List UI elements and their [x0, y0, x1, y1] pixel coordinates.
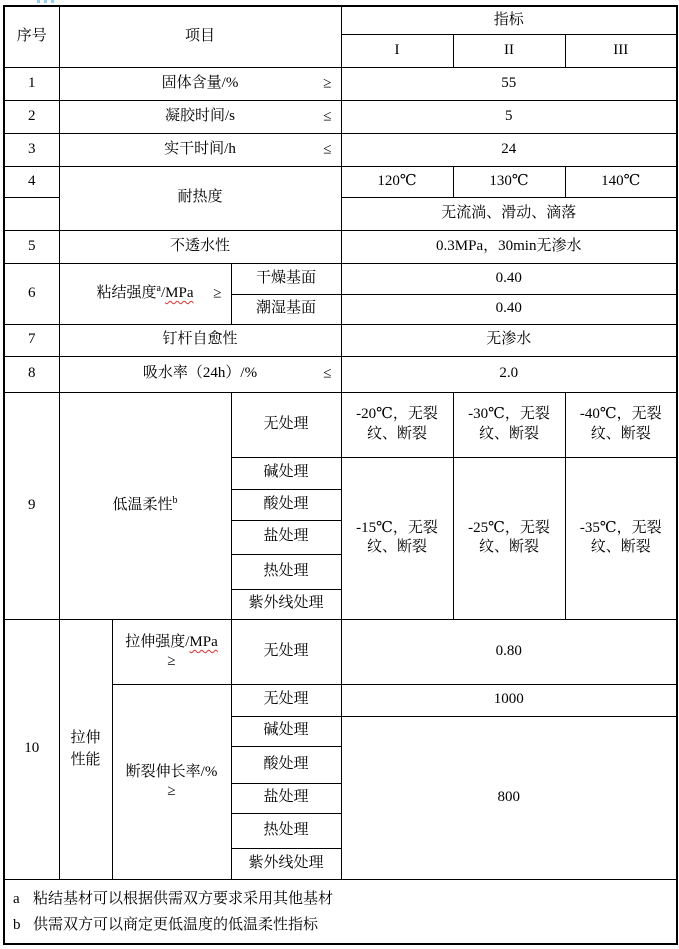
elongation-treatment-none: 无处理 — [231, 684, 341, 716]
row-9-untreated-1: -20℃，无裂纹、断裂 — [341, 392, 453, 457]
treatment-uv: 紫外线处理 — [231, 589, 341, 619]
tensile-value: 0.80 — [341, 619, 677, 684]
treatment-salt: 盐处理 — [231, 783, 341, 813]
note-b-marker: b — [13, 916, 21, 933]
spellcheck-wavy-unit: MPa — [189, 633, 218, 650]
row-3-value: 24 — [341, 133, 677, 166]
row-5-serial: 5 — [4, 230, 59, 263]
row-10-elongation-item — [112, 684, 231, 879]
row-gel-time — [4, 100, 677, 133]
row-1-item-label: 固体含量/% — [161, 74, 239, 91]
row-10-group-label: 拉伸性能 — [70, 729, 101, 768]
row-9-untreated-2: -30℃，无裂纹、断裂 — [453, 392, 565, 457]
treatment-alkali: 碱处理 — [231, 457, 341, 489]
row-8-item — [59, 356, 341, 392]
row-low-temp-untreated — [4, 392, 677, 457]
row-1-value: 55 — [341, 67, 677, 100]
note-a — [13, 886, 668, 912]
row-water-absorption — [4, 356, 677, 392]
row-nail-self-healing — [4, 324, 677, 356]
spec-sheet — [3, 5, 678, 945]
row-1-item — [59, 67, 341, 100]
row-6-value-dry: 0.40 — [341, 263, 677, 294]
grade-2-cell: II — [453, 34, 565, 67]
row-2-serial: 2 — [4, 100, 59, 133]
row-9-serial: 9 — [4, 392, 59, 619]
tensile-item-label: 拉伸强度 — [125, 633, 186, 650]
row-10-tensile-item — [112, 619, 231, 684]
row-4-temp-1: 120℃ — [341, 166, 453, 197]
footnote-b-marker: b — [172, 494, 178, 506]
row-4-serial-empty — [4, 197, 59, 230]
row-10-serial: 10 — [4, 619, 59, 879]
row-2-item-label: 凝胶时间/s — [164, 107, 235, 124]
grade-1-cell: I — [341, 34, 453, 67]
treatment-none: 无处理 — [231, 392, 341, 457]
ge-symbol: ≥ — [323, 74, 332, 91]
row-5-value: 0.3MPa，30min无渗水 — [341, 230, 677, 263]
treatment-heat: 热处理 — [231, 554, 341, 589]
row-solid-content — [4, 67, 677, 100]
row-4-temp-2: 130℃ — [453, 166, 565, 197]
row-6-item — [59, 263, 231, 324]
elongation-treated-value: 800 — [341, 716, 677, 879]
header-item-cell: 项目 — [59, 6, 341, 67]
row-9-item — [59, 392, 231, 619]
tensile-treatment-none: 无处理 — [231, 619, 341, 684]
le-symbol: ≤ — [323, 140, 332, 157]
row-9-treated-3: -35℃，无裂纹、断裂 — [565, 457, 677, 619]
spec-table — [3, 5, 678, 945]
row-8-item-label: 吸水率（24h）/% — [142, 365, 258, 382]
row-4-item: 耐热度 — [59, 166, 341, 230]
row-4-serial: 4 — [4, 166, 59, 197]
grade-3-cell: III — [565, 34, 677, 67]
row-5-item: 不透水性 — [59, 230, 341, 263]
row-tensile-strength — [4, 619, 677, 684]
treatment-heat: 热处理 — [231, 813, 341, 848]
note-b-text: 供需双方可以商定更低温度的低温柔性指标 — [33, 916, 319, 933]
row-6-value-wet: 0.40 — [341, 294, 677, 324]
notes-row — [4, 879, 677, 944]
row-dry-time — [4, 133, 677, 166]
note-a-marker: a — [13, 890, 20, 907]
header-row-1 — [4, 6, 677, 34]
row-2-value: 5 — [341, 100, 677, 133]
footnote-a-marker: a — [156, 282, 161, 294]
row-7-item: 钉杆自愈性 — [59, 324, 341, 356]
notes-cell — [4, 879, 677, 944]
header-indicator-cell: 指标 — [341, 6, 677, 34]
elongation-item-label: 断裂伸长率/% — [125, 763, 218, 780]
row-6-serial: 6 — [4, 263, 59, 324]
row-3-item-label: 实干时间/h — [164, 140, 236, 157]
row-3-serial: 3 — [4, 133, 59, 166]
row-8-serial: 8 — [4, 356, 59, 392]
row-3-item — [59, 133, 341, 166]
row-8-value: 2.0 — [341, 356, 677, 392]
row-10-group — [59, 619, 112, 879]
treatment-uv: 紫外线处理 — [231, 848, 341, 879]
row-bond-strength-a — [4, 263, 677, 294]
row-9-item-label: 低温柔性 — [112, 496, 173, 513]
ge-symbol: ≥ — [213, 284, 222, 301]
ge-symbol: ≥ — [167, 782, 176, 799]
row-4-temp-3: 140℃ — [565, 166, 677, 197]
row-6-item-label: 粘结强度 — [96, 284, 157, 301]
row-2-item — [59, 100, 341, 133]
header-serial-cell: 序号 — [4, 6, 59, 67]
note-a-text: 粘结基材可以根据供需双方要求采用其他基材 — [33, 890, 334, 907]
row-6-item-slash: / — [160, 284, 166, 301]
tensile-item-slash: / — [185, 633, 190, 650]
row-9-untreated-3: -40℃，无裂纹、断裂 — [565, 392, 677, 457]
elongation-untreated-value: 1000 — [341, 684, 677, 716]
row-9-treated-2: -25℃，无裂纹、断裂 — [453, 457, 565, 619]
row-9-treated-1: -15℃，无裂纹、断裂 — [341, 457, 453, 619]
row-7-serial: 7 — [4, 324, 59, 356]
treatment-acid: 酸处理 — [231, 489, 341, 520]
row-6-sub-wet: 潮湿基面 — [231, 294, 341, 324]
le-symbol: ≤ — [323, 365, 332, 382]
le-symbol: ≤ — [323, 107, 332, 124]
note-b — [13, 912, 668, 938]
treatment-salt: 盐处理 — [231, 520, 341, 554]
treatment-acid: 酸处理 — [231, 746, 341, 783]
row-4-result: 无流淌、滑动、滴落 — [341, 197, 677, 230]
ge-symbol: ≥ — [167, 652, 176, 669]
row-1-serial: 1 — [4, 67, 59, 100]
row-7-value: 无渗水 — [341, 324, 677, 356]
tensile-item-line — [115, 633, 229, 652]
row-6-sub-dry: 干燥基面 — [231, 263, 341, 294]
row-heat-resistance-a — [4, 166, 677, 197]
treatment-alkali: 碱处理 — [231, 716, 341, 746]
spellcheck-wavy-unit: MPa — [165, 284, 194, 301]
row-impermeability — [4, 230, 677, 263]
